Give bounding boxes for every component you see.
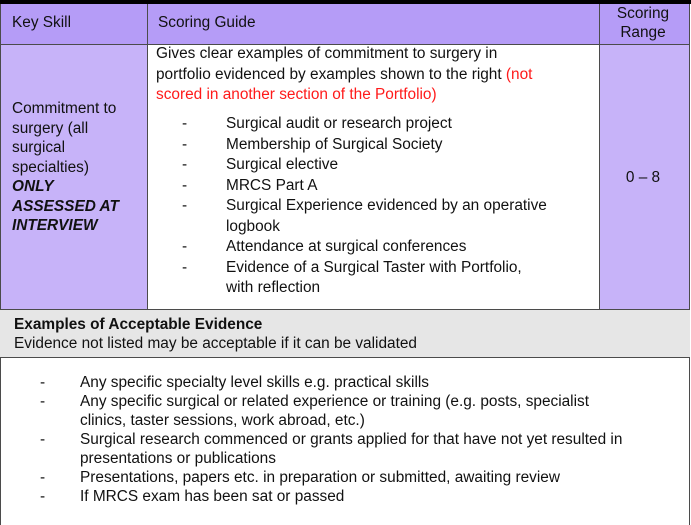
guide-item-text: Evidence of a Surgical Taster with Portfolio, bbox=[226, 258, 522, 276]
guide-intro-line bbox=[156, 65, 586, 86]
scoring-guide-list bbox=[156, 114, 596, 299]
evidence-text: presentations or publications bbox=[80, 450, 276, 467]
guide-red-note: (not bbox=[505, 65, 533, 83]
guide-list-item bbox=[156, 237, 596, 258]
header-scoring-range-line2: Range bbox=[620, 24, 666, 41]
scoring-guide-intro bbox=[156, 44, 586, 106]
skill-line: specialties) bbox=[12, 158, 89, 176]
evidence-item bbox=[40, 430, 680, 468]
skill-emphasis-line: INTERVIEW bbox=[12, 217, 98, 234]
guide-item-text: logbook bbox=[226, 217, 280, 235]
dash-bullet: - bbox=[40, 431, 46, 448]
guide-item-text: Membership of Surgical Society bbox=[226, 135, 443, 153]
guide-item-text: Surgical elective bbox=[226, 156, 339, 173]
dash-bullet: - bbox=[182, 258, 188, 276]
skill-emphasis-line: ONLY bbox=[12, 178, 54, 195]
grid-line bbox=[0, 357, 690, 358]
evidence-item bbox=[40, 373, 680, 392]
dash-bullet: - bbox=[182, 176, 188, 194]
guide-list-item bbox=[156, 155, 596, 176]
guide-list-item bbox=[156, 258, 596, 299]
grid-line bbox=[599, 4, 600, 309]
evidence-item bbox=[40, 468, 680, 487]
skill-line: surgical bbox=[12, 139, 66, 156]
evidence-item bbox=[40, 392, 680, 430]
evidence-text: Any specific specialty level skills e.g. practical skills bbox=[80, 374, 429, 391]
dash-bullet: - bbox=[182, 135, 188, 153]
examples-title: Examples of Acceptable Evidence bbox=[14, 316, 263, 333]
skill-line: Commitment to bbox=[12, 100, 117, 117]
guide-intro-line: Gives clear examples of commitment to surgery in bbox=[156, 45, 498, 62]
guide-list-item bbox=[156, 135, 596, 156]
grid-line bbox=[147, 4, 148, 309]
evidence-text: If MRCS exam has been sat or passed bbox=[80, 488, 345, 505]
skill-emphasis-line: ASSESSED AT bbox=[12, 197, 119, 215]
examples-subtitle: Evidence not listed may be acceptable if it can be validated bbox=[14, 335, 417, 352]
header-key-skill: Key Skill bbox=[12, 14, 72, 31]
dash-bullet: - bbox=[40, 469, 46, 486]
dash-bullet: - bbox=[182, 197, 188, 214]
guide-item-text: Attendance at surgical conferences bbox=[226, 238, 467, 255]
dash-bullet: - bbox=[182, 238, 188, 255]
guide-list-item bbox=[156, 196, 596, 237]
header-scoring-guide: Scoring Guide bbox=[158, 14, 256, 31]
key-skill-description bbox=[12, 99, 146, 236]
evidence-text: Surgical research commenced or grants applied for that have not yet resulted in bbox=[80, 431, 623, 448]
dash-bullet: - bbox=[40, 393, 46, 410]
evidence-text: clinics, taster sessions, work abroad, etc.) bbox=[80, 412, 365, 429]
dash-bullet: - bbox=[182, 115, 188, 132]
guide-intro-text: portfolio evidenced by examples shown to the right bbox=[156, 65, 502, 83]
header-scoring-range bbox=[600, 4, 686, 42]
skill-line: surgery (all bbox=[12, 119, 89, 137]
header-scoring-range-line1: Scoring bbox=[616, 5, 670, 22]
guide-item-text: with reflection bbox=[226, 279, 321, 296]
dash-bullet: - bbox=[182, 156, 188, 173]
guide-item-text: Surgical audit or research project bbox=[226, 115, 452, 132]
scoring-range-value: 0 – 8 bbox=[625, 169, 661, 186]
guide-item-text: MRCS Part A bbox=[226, 176, 318, 194]
grid-line bbox=[0, 4, 1, 525]
dash-bullet: - bbox=[40, 488, 46, 505]
guide-red-note: scored in another section of the Portfolio) bbox=[156, 86, 437, 103]
guide-item-text: Surgical Experience evidenced by an operative bbox=[226, 197, 547, 214]
guide-list-item bbox=[156, 114, 596, 135]
guide-list-item bbox=[156, 176, 596, 197]
evidence-text: Any specific surgical or related experience or training (e.g. posts, specialist bbox=[80, 393, 589, 410]
dash-bullet: - bbox=[40, 374, 46, 391]
evidence-list bbox=[40, 373, 680, 506]
grid-line bbox=[689, 4, 690, 525]
evidence-item bbox=[40, 487, 680, 506]
evidence-text: Presentations, papers etc. in preparation or submitted, awaiting review bbox=[80, 469, 560, 486]
